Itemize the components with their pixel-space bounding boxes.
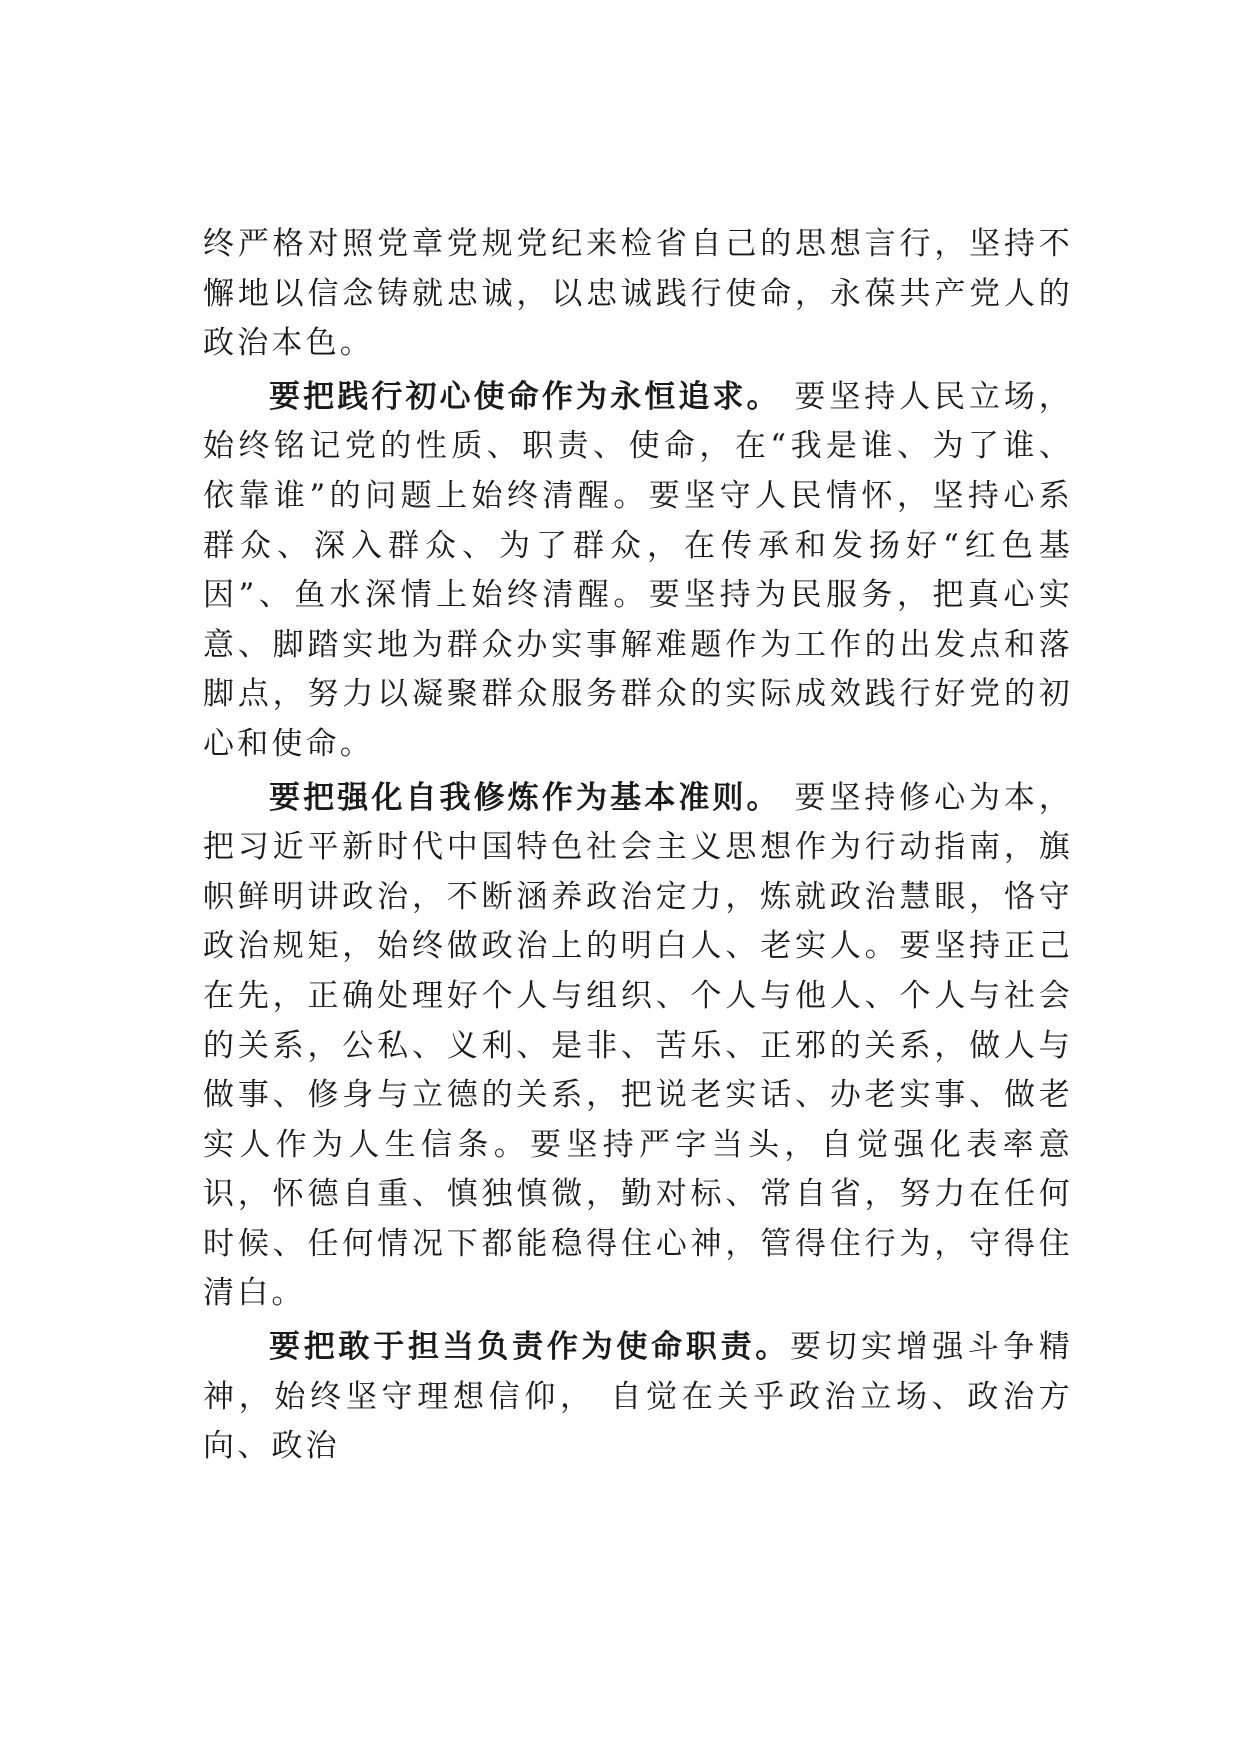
- paragraph-heading: 要把敢于担当负责作为使命职责。: [269, 1329, 791, 1366]
- paragraph-heading: 要把践行初心使命作为永恒追求。: [269, 378, 781, 415]
- paragraph-heading: 要把强化自我修炼作为基本准则。: [269, 779, 781, 816]
- document-body: [203, 220, 1073, 1476]
- paragraph-original-mission: [203, 373, 1073, 770]
- paragraph-body: 要坚持人民立场，始终铭记党的性质、职责、使命，在“我是谁、为了谁、依靠谁”的问题上始终清醒。要坚守人民情怀，坚持心系群众、深入群众、为了群众，在传承和发扬好“红色基因”、鱼水深情上始终清醒。要坚持为民服务，把真心实意、脚踏实地为群众办实事解难题作为工作的出发点和落脚点，努力以凝聚群众服务群众的实际成效践行好党的初心和使命。: [203, 378, 1074, 762]
- paragraph-responsibility: [203, 1323, 1073, 1472]
- paragraph-self-cultivation: [203, 774, 1073, 1320]
- paragraph-body: 要切实增强斗争精神，始终坚守理想信仰， 自觉在关乎政治立场、政治方向、政治: [203, 1329, 1073, 1465]
- paragraph-continuation: [203, 220, 1073, 369]
- paragraph-body: 终严格对照党章党规党纪来检省自己的思想言行，坚持不懈地以信念铸就忠诚，以忠诚践行使命，永葆共产党人的政治本色。: [203, 226, 1073, 362]
- paragraph-body: 要坚持修心为本，把习近平新时代中国特色社会主义思想作为行动指南，旗帜鲜明讲政治，不断涵养政治定力，炼就政治慧眼，恪守政治规矩，始终做政治上的明白人、老实人。要坚持正己在先，正确处理好个人与组织、个人与他人、个人与社会的关系，公私、义利、是非、苦乐、正邪的关系，做人与做事、修身与立德的关系，把说老实话、办老实事、做老实人作为人生信条。要坚持严字当头，自觉强化表率意识，怀德自重、慎独慎微，勤对标、常自省，努力在任何时候、任何情况下都能稳得住心神，管得住行为，守得住清白。: [203, 779, 1074, 1312]
